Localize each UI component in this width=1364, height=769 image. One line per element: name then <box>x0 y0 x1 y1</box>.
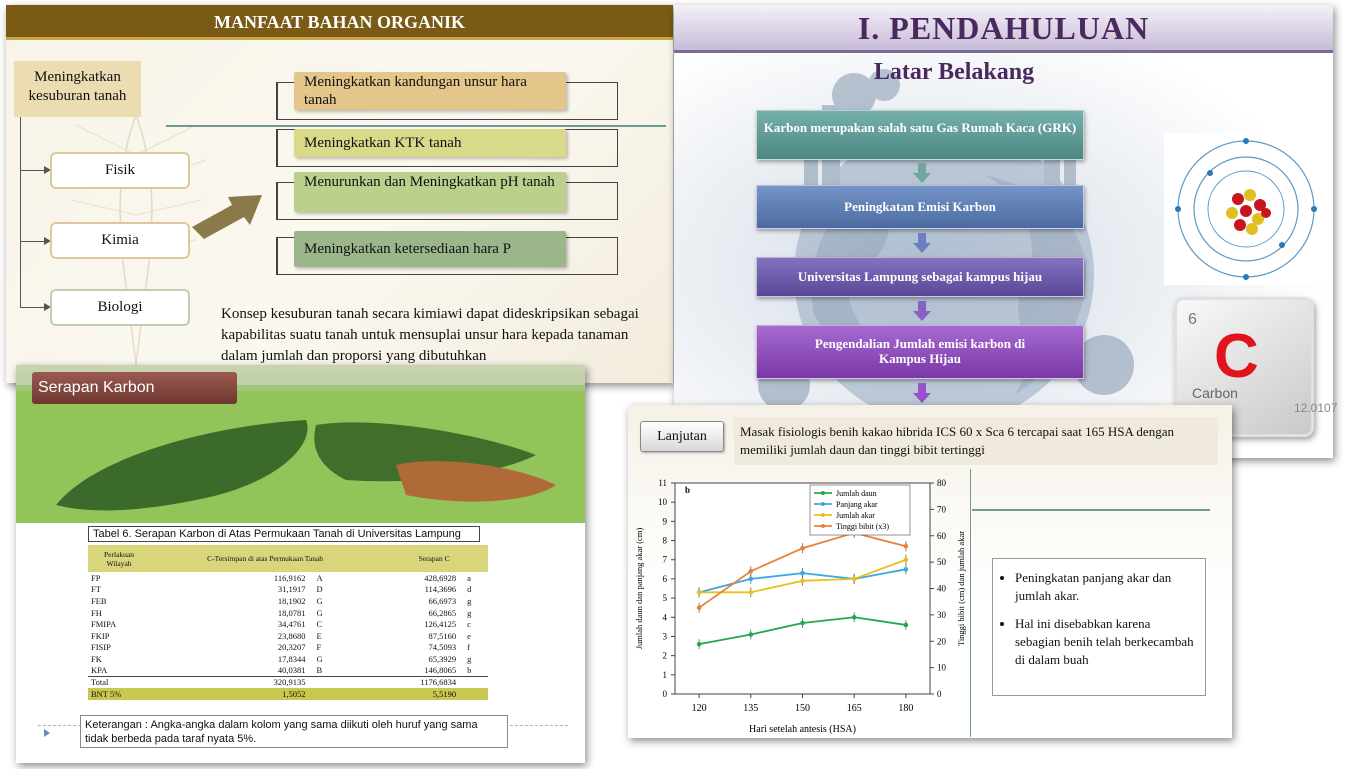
y2-tick-label: 30 <box>937 609 946 620</box>
data-point <box>904 557 909 562</box>
bullet-item: • Peningkatan panjang akar dan jumlah akar. <box>1015 569 1197 605</box>
paragraph-konsep: Konsep kesuburan tanah secara kimiawi dapat dideskripsikan sebagai kapabilitas suatu tanah untuk mensuplai unsur hara kepada tanaman dalam jumlah dan proporsi yang dibutuhkan <box>221 306 639 364</box>
flow-arrow-3-icon <box>913 301 931 321</box>
slide2-title: I. PENDAHULUAN <box>674 5 1333 53</box>
table-cell: 18,0781 <box>277 607 306 618</box>
y-tick-label: 11 <box>658 478 667 488</box>
table-cell: BNT 5% <box>88 688 150 700</box>
data-point <box>749 577 754 582</box>
table-cell <box>308 688 380 700</box>
table-cell: 20,3207 <box>277 642 306 653</box>
table-cell: 87,5160 <box>428 630 457 641</box>
table-cell: c <box>467 619 471 630</box>
table-cell: 40,0381 <box>277 665 306 676</box>
y2-axis-label: Tinggi bibit (cm) dan jumlah akar <box>956 530 966 647</box>
table-cell: B <box>316 665 323 676</box>
table-cell: FEB <box>91 595 107 606</box>
table-cell: C <box>316 619 323 630</box>
divider-line <box>166 125 666 127</box>
header-wilayah: Perlakuan Wilayah <box>88 545 150 572</box>
tree-spine <box>20 117 21 307</box>
table-row <box>88 618 488 630</box>
flow-arrow-2-icon <box>913 233 931 253</box>
legend-label: Jumlah akar <box>836 511 875 520</box>
big-arrow-icon <box>192 191 264 239</box>
data-point <box>852 577 857 582</box>
table-cell <box>459 688 488 700</box>
data-point <box>800 571 805 576</box>
data-point <box>749 569 754 574</box>
root-node: Meningkatkan kesuburan tanah <box>14 61 141 117</box>
carbon-table <box>88 545 488 700</box>
legend-label: Panjang akar <box>836 500 878 509</box>
table-cell: G <box>316 653 323 664</box>
data-point <box>697 605 702 610</box>
table-cell: g <box>467 653 472 664</box>
table-cell: 66,6973 <box>428 595 457 606</box>
element-name: Carbon <box>1192 385 1238 401</box>
slide-pendahuluan <box>674 5 1338 458</box>
y2-tick-label: 40 <box>937 583 946 594</box>
y-tick-label: 7 <box>662 554 667 565</box>
table-cell: 34,4761 <box>277 619 306 630</box>
element-symbol: C <box>1214 322 1259 391</box>
carbon-atom-icon <box>1164 133 1324 285</box>
flow-step-2: Peningkatan Emisi Karbon <box>756 185 1084 229</box>
table-cell: b <box>467 665 472 676</box>
flow-arrow-4-icon <box>913 383 931 403</box>
bullet-item: • Hal ini disebabkan karena sebagian benih telah berkecambah di dalam buah <box>1015 615 1197 669</box>
slide3-title: Serapan Karbon <box>32 372 237 404</box>
data-point <box>852 615 857 620</box>
table-cell: E <box>316 630 322 641</box>
data-point <box>904 567 909 572</box>
table-cell: 17,8344 <box>277 653 306 664</box>
growth-line-chart <box>630 469 970 737</box>
bullet-triangle-icon <box>44 729 50 737</box>
table-caption: Tabel 6. Serapan Karbon di Atas Permukaan Tanah di Universitas Lampung <box>88 526 480 542</box>
table-cell <box>308 676 380 688</box>
slide-serapan-karbon <box>16 365 585 763</box>
x-axis-label: Hari setelah antesis (HSA) <box>749 724 856 735</box>
category-fisik: Fisik <box>50 152 190 189</box>
table-row <box>88 688 488 700</box>
item-kandungan-hara: Meningkatkan kandungan unsur hara tanah <box>294 72 566 110</box>
y-tick-label: 5 <box>662 593 667 604</box>
y-tick-label: 2 <box>662 650 667 661</box>
y2-tick-label: 60 <box>937 530 946 541</box>
bullet-list <box>992 558 1206 696</box>
y-tick-label: 6 <box>662 573 667 584</box>
y2-tick-label: 10 <box>937 662 946 673</box>
table-row <box>88 572 488 584</box>
slide4-description: Masak fisiologis benih kakao hibrida ICS 60 x Sca 6 tercapai saat 165 HSA dengan memiliki jumlah daun dan tinggi bibit tertinggi <box>734 417 1218 465</box>
table-cell: F <box>316 642 322 653</box>
flow-step-4: Pengendalian Jumlah emisi karbon di Kampus Hijau <box>756 325 1084 379</box>
table-cell: 126,4125 <box>424 619 457 630</box>
table-cell: 116,9162 <box>273 572 306 583</box>
table-cell: g <box>467 607 472 618</box>
table-cell: f <box>467 642 470 653</box>
data-point <box>904 623 909 628</box>
category-biologi: Biologi <box>50 289 190 326</box>
table-cell: FP <box>91 572 101 583</box>
data-point <box>904 544 909 549</box>
x-tick-label: 165 <box>846 703 862 714</box>
table-cell: A <box>316 572 323 583</box>
legend-marker <box>821 513 825 517</box>
legend-marker <box>821 491 825 495</box>
panel-label: b <box>685 485 691 495</box>
table-cell: FKIP <box>91 630 110 641</box>
y-tick-label: 0 <box>662 689 667 699</box>
table-cell: d <box>467 584 472 595</box>
legend-label: Tinggi bibit (x3) <box>836 522 890 531</box>
data-point <box>749 632 754 637</box>
table-cell: FISIP <box>91 642 111 653</box>
table-row <box>88 653 488 665</box>
table-cell: 65,3929 <box>428 653 457 664</box>
category-kimia: Kimia <box>50 222 190 259</box>
table-cell: 114,3696 <box>424 584 457 595</box>
table-cell: Total <box>88 676 150 688</box>
table-body <box>88 572 488 700</box>
legend-label: Jumlah daun <box>836 489 877 498</box>
table-cell: 31,1917 <box>277 584 306 595</box>
table-row <box>88 642 488 654</box>
data-point <box>800 621 805 626</box>
table-row <box>88 676 488 688</box>
item-ph: Menurunkan dan Meningkatkan pH tanah <box>294 172 566 212</box>
table-cell: FK <box>91 653 102 664</box>
connector-biologi <box>20 307 45 308</box>
connector-fisik <box>20 170 45 171</box>
x-tick-label: 120 <box>691 703 707 714</box>
data-point <box>800 546 805 551</box>
y2-tick-label: 20 <box>937 636 946 647</box>
table-cell: 1176,6834 <box>380 676 459 688</box>
table-cell: 23,8680 <box>277 630 306 641</box>
y-tick-label: 8 <box>662 535 667 546</box>
slide2-subtitle: Latar Belakang <box>873 59 1035 85</box>
data-point <box>749 590 754 595</box>
table-cell: 428,6928 <box>424 572 457 583</box>
table-cell: KPA <box>91 665 108 676</box>
item-hara-p: Meningkatkan ketersediaan hara P <box>294 231 566 267</box>
table-row <box>88 584 488 596</box>
y-tick-label: 10 <box>658 497 667 508</box>
data-point <box>697 642 702 647</box>
table-cell: 66,2865 <box>428 607 457 618</box>
table-row <box>88 595 488 607</box>
x-tick-label: 135 <box>743 703 759 714</box>
table-cell: 74,5093 <box>428 642 457 653</box>
y2-tick-label: 70 <box>937 504 946 515</box>
table-cell: 320,9135 <box>150 676 308 688</box>
flow-step-3: Universitas Lampung sebagai kampus hijau <box>756 257 1084 297</box>
y-tick-label: 9 <box>662 516 667 527</box>
y-axis-label: Jumlah daun dan panjang akar (cm) <box>634 527 644 650</box>
legend-marker <box>821 524 825 528</box>
y2-tick-label: 0 <box>937 689 942 699</box>
horizontal-divider <box>972 509 1210 511</box>
data-point <box>697 590 702 595</box>
table-cell: a <box>467 572 471 583</box>
y2-tick-label: 50 <box>937 557 946 568</box>
connector-kimia <box>20 241 45 242</box>
table-row <box>88 607 488 619</box>
table-cell: G <box>316 607 323 618</box>
table-cell: FMIPA <box>91 619 117 630</box>
table-row <box>88 630 488 642</box>
table-cell: 1,5052 <box>150 688 308 700</box>
x-tick-label: 180 <box>898 703 914 714</box>
table-row <box>88 665 488 677</box>
header-serapan: Serapan C <box>380 545 488 572</box>
y-tick-label: 3 <box>662 631 667 642</box>
table-cell: FH <box>91 607 102 618</box>
table-cell: G <box>316 595 323 606</box>
element-mass: 12.0107 <box>1294 401 1338 415</box>
table-note: Keterangan : Angka-angka dalam kolom yang sama diikuti oleh huruf yang sama tidak berbeda pada taraf nyata 5%. <box>80 715 508 748</box>
header-c-tersimpan: C-Tersimpan di atas Permukaan Tanah <box>150 545 380 572</box>
table-cell: FT <box>91 584 101 595</box>
slide1-title: MANFAAT BAHAN ORGANIK <box>6 5 673 40</box>
legend-marker <box>821 502 825 506</box>
table-cell: 5,5190 <box>380 688 459 700</box>
lanjutan-button[interactable]: Lanjutan <box>640 421 724 452</box>
y2-tick-label: 80 <box>937 478 946 488</box>
y-tick-label: 4 <box>662 612 667 623</box>
table-cell: 18,1902 <box>277 595 306 606</box>
table-cell: g <box>467 595 472 606</box>
flow-step-1: Karbon merupakan salah satu Gas Rumah Kaca (GRK) <box>756 110 1084 160</box>
slide-lanjutan <box>628 405 1232 738</box>
flow-arrow-1-icon <box>913 163 931 183</box>
slide-manfaat-bahan-organik <box>6 5 673 383</box>
item-ktk: Meningkatkan KTK tanah <box>294 129 566 157</box>
element-number: 6 <box>1188 311 1197 328</box>
table-cell: D <box>316 584 323 595</box>
vertical-divider <box>970 469 971 737</box>
data-point <box>800 579 805 584</box>
table-cell: 146,8065 <box>424 665 457 676</box>
table-cell: e <box>467 630 471 641</box>
y-tick-label: 1 <box>662 669 667 680</box>
table-cell <box>459 676 488 688</box>
x-tick-label: 150 <box>795 703 810 714</box>
